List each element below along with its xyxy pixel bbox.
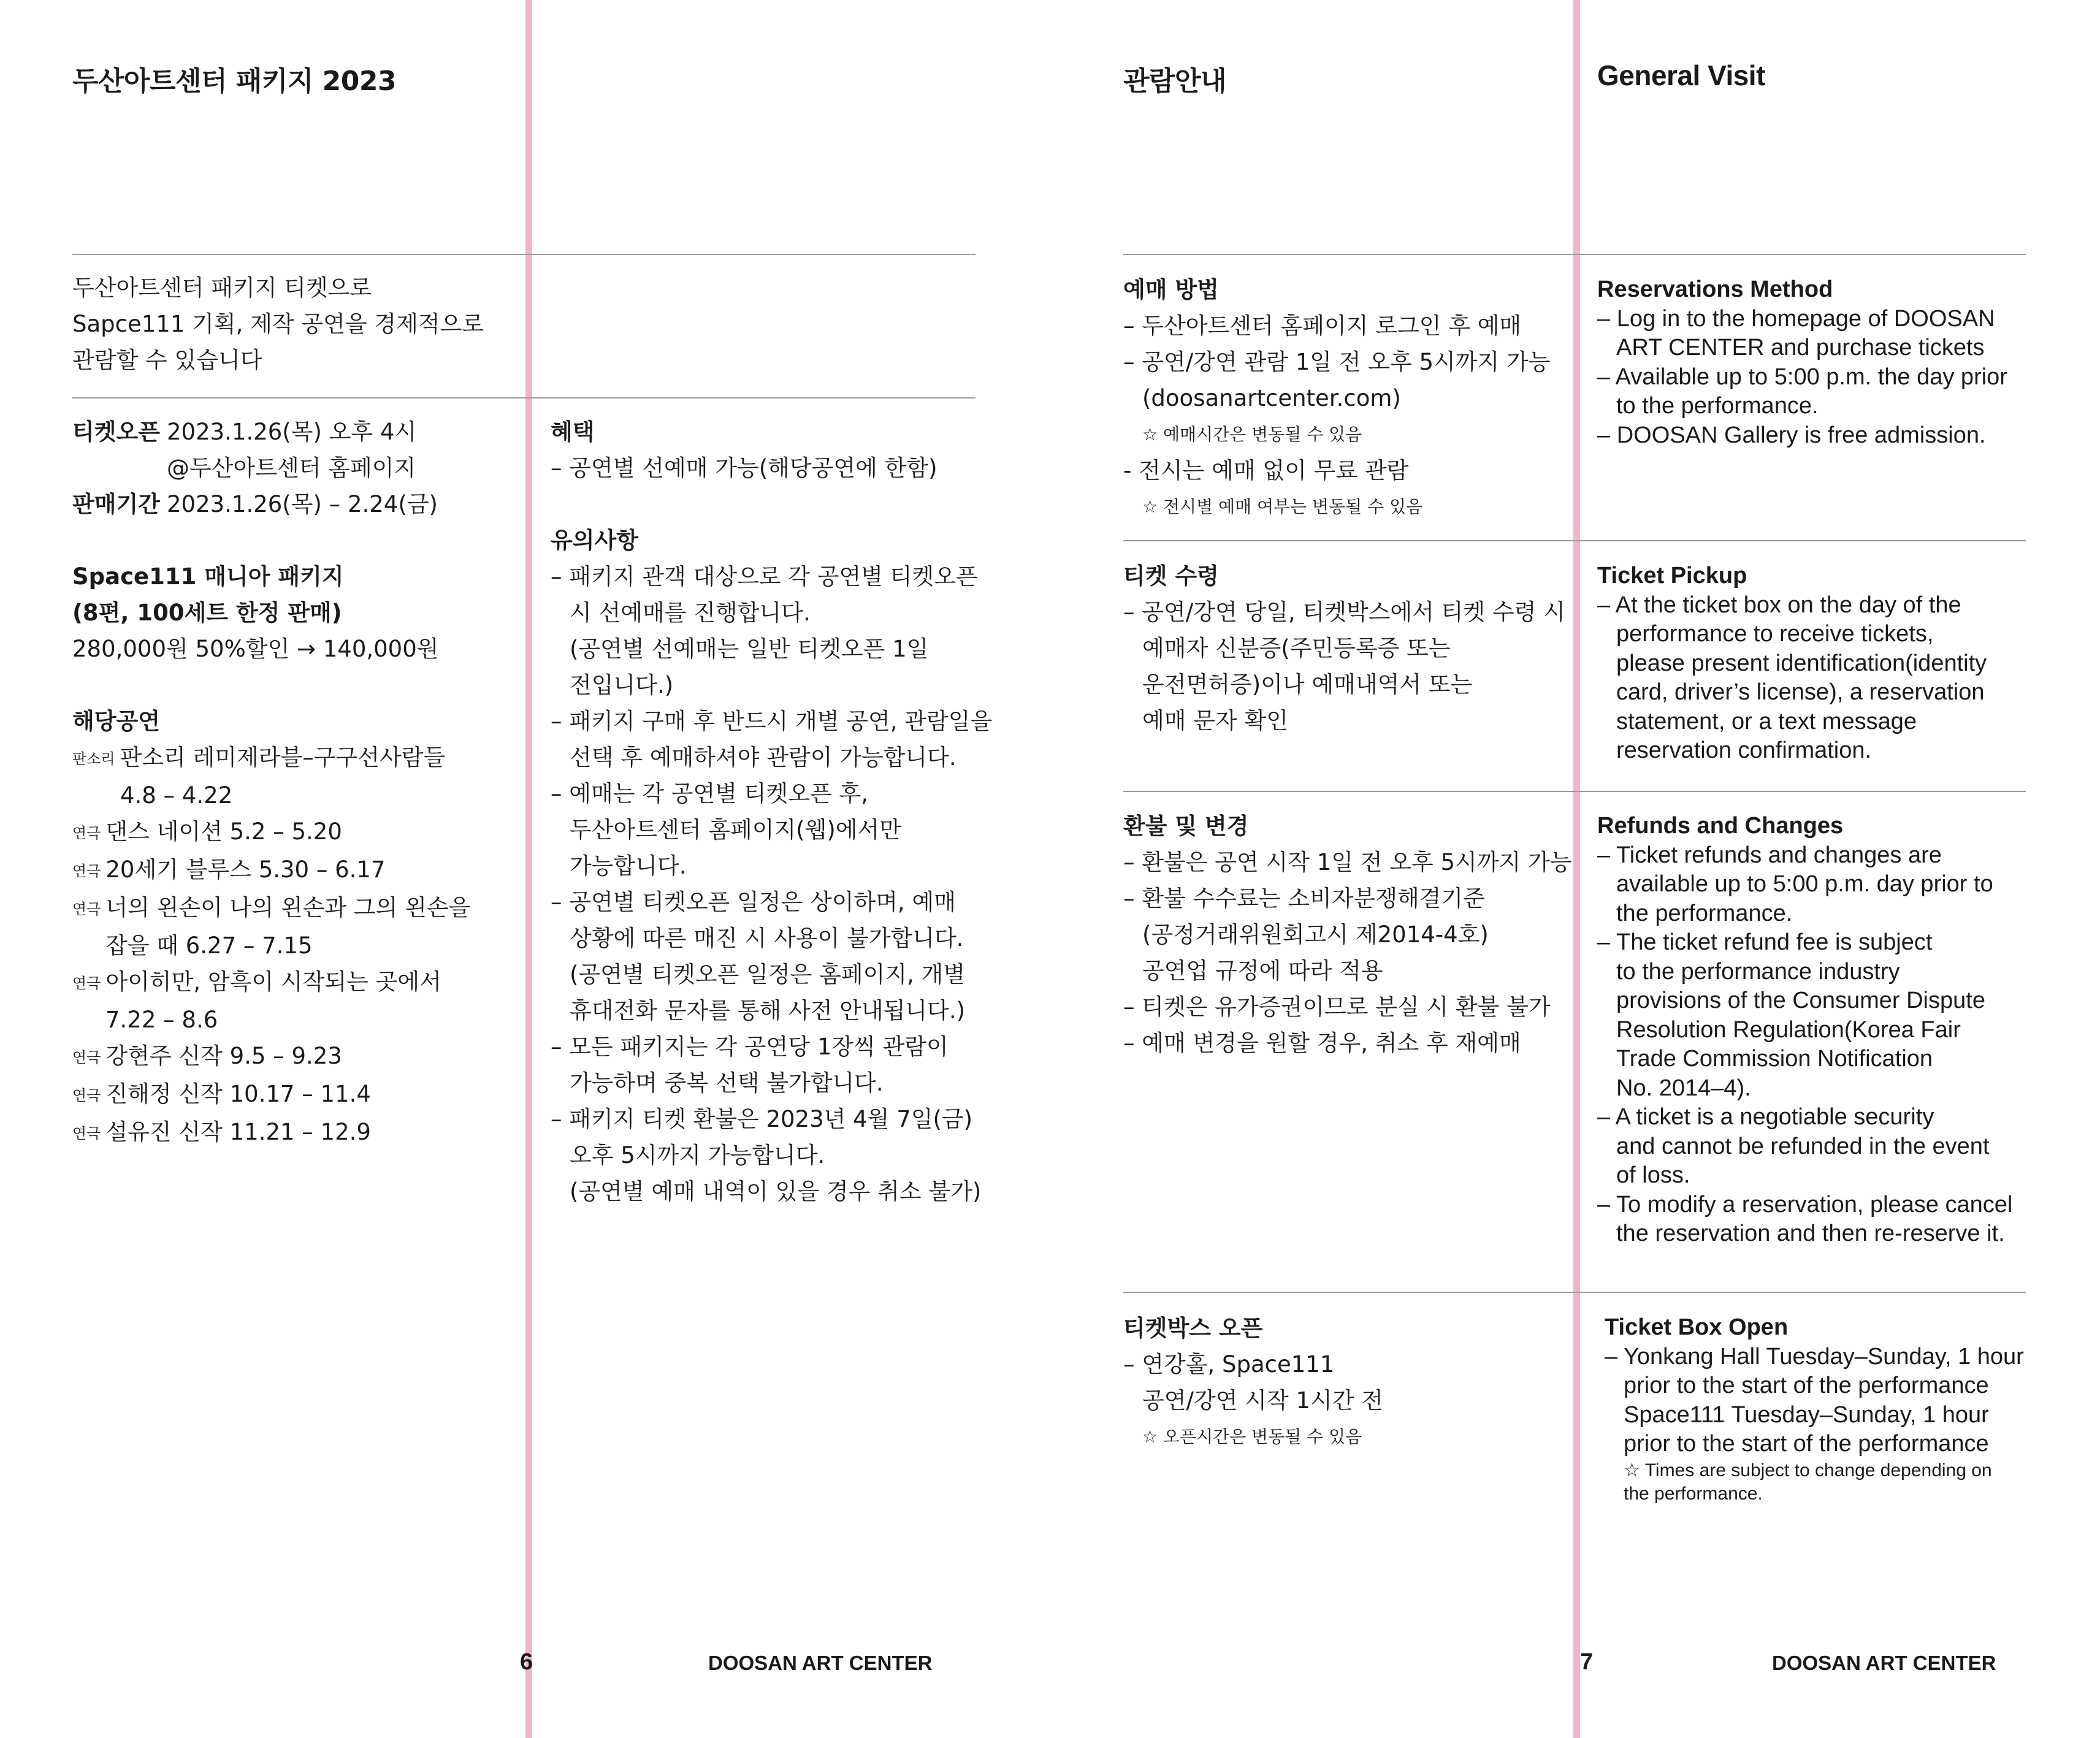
text-line: – The ticket refund fee is subject <box>1597 929 1933 955</box>
package-subheading: (8편, 100세트 한정 판매) <box>72 600 342 626</box>
text-line: 두산아트센터 홈페이지(웹)에서만 <box>570 817 902 843</box>
text-line: – 모든 패키지는 각 공연당 1장씩 관람이 <box>551 1034 949 1060</box>
sale-period-row <box>72 486 470 522</box>
text-line: 상황에 따른 매진 시 사용이 불가합니다. <box>570 925 964 951</box>
section-heading: 환불 및 변경 <box>1123 813 1249 839</box>
section-heading: 예매 방법 <box>1123 276 1219 303</box>
list-item <box>72 1114 470 1152</box>
text-line: please present identification(identity <box>1616 650 1987 676</box>
caution-list <box>551 558 992 1210</box>
text-line: – Ticket refunds and changes are <box>1597 842 1942 868</box>
list-item <box>72 964 470 1038</box>
show-title: 진해정 신작 10.17 – 11.4 <box>105 1081 371 1107</box>
show-title: 아이히만, 암흑이 시작되는 곳에서 <box>105 969 441 995</box>
text-line: – 연강홀, Space111 <box>1123 1351 1335 1378</box>
page7-en-title: General Visit <box>1597 59 1765 91</box>
genre-tag: 연극 <box>72 1087 101 1104</box>
text-line: of loss. <box>1616 1162 1690 1188</box>
section-lines <box>1123 594 1565 739</box>
text-line: to the performance industry <box>1616 958 1900 985</box>
text-line: – 두산아트센터 홈페이지 로그인 후 예매 <box>1123 313 1522 339</box>
text-line: – 공연/강연 당일, 티켓박스에서 티켓 수령 시 <box>1123 599 1565 625</box>
section-lines <box>1123 308 1551 525</box>
ticket-open-row <box>72 414 470 486</box>
list-item <box>72 1038 470 1076</box>
text-line: – At the ticket box on the day of the <box>1597 592 1961 618</box>
sale-period-value: 2023.1.26(목) – 2.24(금) <box>167 491 438 517</box>
text-line: – 패키지 구매 후 반드시 개별 공연, 관람일을 <box>551 708 993 734</box>
list-item <box>72 739 470 814</box>
rule-p6-top <box>72 254 976 255</box>
section-lines <box>1123 1346 1383 1455</box>
rule-p6-intro <box>72 397 976 398</box>
text-line: and cannot be refunded in the event <box>1616 1133 1990 1159</box>
sale-period-label: 판매기간 <box>72 491 160 517</box>
en-section-refunds <box>1597 812 2012 1249</box>
intro-line: Sapce111 기획, 제작 공연을 경제적으로 <box>72 311 484 337</box>
show-title: 판소리 레미제라블–구구선사람들 <box>120 744 446 771</box>
ticket-open-date: 2023.1.26(목) 오후 4시 <box>167 419 417 445</box>
show-title: 설유진 신작 11.21 – 12.9 <box>105 1119 371 1145</box>
text-line: prior to the start of the performance <box>1624 1431 1989 1457</box>
text-line: – Yonkang Hall Tuesday–Sunday, 1 hour <box>1605 1343 2024 1370</box>
page6-intro <box>72 270 484 378</box>
text-line: prior to the start of the performance <box>1624 1373 1989 1398</box>
text-line: the reservation and then re-reserve it. <box>1616 1221 2005 1246</box>
ticket-open-where: @두산아트센터 홈페이지 <box>167 455 416 481</box>
text-line: – 환불은 공연 시작 1일 전 오후 5시까지 가능 <box>1123 849 1572 875</box>
kr-section-pickup <box>1123 558 1565 739</box>
text-line: (공연별 선예매는 일반 티켓오픈 1일 <box>570 636 929 662</box>
text-line: (doosanartcenter.com) <box>1142 385 1401 411</box>
text-line: – Available up to 5:00 p.m. the day prior <box>1597 364 2007 390</box>
list-item <box>72 890 470 964</box>
text-line: 공연/강연 시작 1시간 전 <box>1142 1387 1383 1414</box>
text-line: – DOOSAN Gallery is free admission. <box>1597 422 1986 448</box>
footer-brand-7: DOOSAN ART CENTER <box>1772 1652 1996 1674</box>
text-line: provisions of the Consumer Dispute <box>1616 988 1985 1013</box>
page6-title: 두산아트센터 패키지 2023 <box>72 66 397 97</box>
rule-p7-2 <box>1123 540 2026 541</box>
text-line: 오후 5시까지 가능합니다. <box>570 1142 825 1168</box>
text-line: card, driver’s license), a reservation <box>1616 679 1985 705</box>
text-line: 운전면허증)이나 예매내역서 또는 <box>1142 671 1473 698</box>
intro-line: 관람할 수 있습니다 <box>72 347 262 373</box>
show-title: 20세기 블루스 5.30 – 6.17 <box>105 856 386 883</box>
section-lines <box>1605 1343 2024 1506</box>
text-line: – To modify a reservation, please cancel <box>1597 1191 2013 1218</box>
text-line: Resolution Regulation(Korea Fair <box>1616 1016 1961 1043</box>
page7-kr-title: 관람안내 <box>1123 66 1227 97</box>
rule-p7-4 <box>1123 1292 2026 1293</box>
note-line: the performance. <box>1624 1483 1763 1504</box>
genre-tag: 연극 <box>72 975 101 992</box>
pink-divider-right <box>1573 0 1580 1738</box>
rule-p7-top <box>1123 254 2026 255</box>
section-lines <box>1597 591 1987 766</box>
note-line: ☆ Times are subject to change depending on <box>1624 1460 1992 1481</box>
text-line: available up to 5:00 p.m. day prior to <box>1616 871 1993 897</box>
text-line: – 패키지 티켓 환불은 2023년 4월 7일(금) <box>551 1106 973 1132</box>
list-item <box>72 852 470 890</box>
kr-section-reservation <box>1123 272 1551 525</box>
text-line: Trade Commission Notification <box>1616 1046 1933 1072</box>
page-number-7: 7 <box>1580 1649 1594 1675</box>
section-heading: Ticket Box Open <box>1605 1314 1789 1340</box>
section-heading: 티켓 수령 <box>1123 563 1219 589</box>
text-line: – 예매 변경을 원할 경우, 취소 후 재예매 <box>1123 1030 1521 1056</box>
text-line: (공정거래위원회고시 제2014-4호) <box>1142 921 1489 948</box>
package-price: 280,000원 50%할인 → 140,000원 <box>72 636 439 662</box>
page-number-6: 6 <box>520 1649 533 1675</box>
text-line: 전입니다.) <box>570 672 674 698</box>
pink-divider-left <box>525 0 532 1738</box>
text-line: 예매 문자 확인 <box>1142 707 1288 734</box>
en-section-reservation <box>1597 275 2007 450</box>
text-line: (공연별 예매 내역이 있을 경우 취소 불가) <box>570 1178 982 1205</box>
benefit-heading: 혜택 <box>551 419 595 445</box>
benefit-line: – 공연별 선예매 가능(해당공연에 한함) <box>551 455 937 481</box>
text-line: performance to receive tickets, <box>1616 621 1934 647</box>
shows-list <box>72 739 470 1152</box>
intro-line: 두산아트센터 패키지 티켓으로 <box>72 275 372 301</box>
footer-brand-6: DOOSAN ART CENTER <box>708 1652 933 1674</box>
text-line: Space111 Tuesday–Sunday, 1 hour <box>1624 1401 1989 1428</box>
show-dates: 7.22 – 8.6 <box>105 1007 218 1033</box>
note-line: ☆ 전시별 예매 여부는 변동될 수 있음 <box>1142 497 1423 517</box>
ticket-open-label: 티켓오픈 <box>72 419 160 445</box>
page6-left-column <box>72 414 470 1152</box>
caution-heading: 유의사항 <box>551 527 638 554</box>
text-line: – 예매는 각 공연별 티켓오픈 후, <box>551 780 868 807</box>
text-line: – 티켓은 유가증권이므로 분실 시 환불 불가 <box>1123 994 1551 1020</box>
text-line: 공연업 규정에 따라 적용 <box>1142 958 1383 984</box>
kr-section-ticketbox <box>1123 1310 1383 1455</box>
show-title: 댄스 네이션 5.2 – 5.20 <box>105 818 342 845</box>
text-line: 시 선예매를 진행합니다. <box>570 600 811 626</box>
text-line: statement, or a text message <box>1616 708 1917 734</box>
package-heading: Space111 매니아 패키지 <box>72 563 344 590</box>
genre-tag: 연극 <box>72 901 101 918</box>
text-line: 휴대전화 문자를 통해 사전 안내됩니다.) <box>570 997 966 1024</box>
list-item <box>72 814 470 852</box>
ticket-open-value <box>167 414 416 486</box>
text-line: 가능합니다. <box>570 853 687 879</box>
text-line: – 환불 수수료는 소비자분쟁해결기준 <box>1123 885 1485 912</box>
show-dates: 4.8 – 4.22 <box>120 782 233 809</box>
shows-heading: 해당공연 <box>72 708 160 734</box>
kr-section-refunds <box>1123 808 1572 1061</box>
text-line: 예매자 신분증(주민등록증 또는 <box>1142 635 1451 661</box>
text-line: – 공연별 티켓오픈 일정은 상이하며, 예매 <box>551 889 956 915</box>
text-line: ART CENTER and purchase tickets <box>1616 335 1985 360</box>
genre-tag: 연극 <box>72 1049 101 1066</box>
text-line: – 패키지 관객 대상으로 각 공연별 티켓오픈 <box>551 563 978 590</box>
text-line: to the performance. <box>1616 393 1819 419</box>
section-lines <box>1123 844 1572 1061</box>
section-heading: 티켓박스 오픈 <box>1123 1315 1263 1341</box>
text-line: – 공연/강연 관람 1일 전 오후 5시까지 가능 <box>1123 349 1551 375</box>
note-line: ☆ 예매시간은 변동될 수 있음 <box>1142 424 1362 444</box>
genre-tag: 연극 <box>72 863 101 880</box>
text-line: No. 2014–4). <box>1616 1075 1751 1101</box>
genre-tag: 연극 <box>72 825 101 842</box>
text-line: reservation confirmation. <box>1616 738 1872 763</box>
genre-tag: 판소리 <box>72 750 115 768</box>
text-line: - 전시는 예매 없이 무료 관람 <box>1123 457 1409 484</box>
section-heading: Refunds and Changes <box>1597 813 1844 839</box>
show-dates: 잡을 때 6.27 – 7.15 <box>105 932 313 959</box>
text-line: 선택 후 예매하셔야 관람이 가능합니다. <box>570 744 956 771</box>
show-title: 너의 왼손이 나의 왼손과 그의 왼손을 <box>105 894 471 921</box>
en-section-ticketbox <box>1605 1313 2024 1506</box>
show-title: 강현주 신작 9.5 – 9.23 <box>105 1043 342 1069</box>
section-heading: Reservations Method <box>1597 276 1833 302</box>
en-section-pickup <box>1597 562 1987 766</box>
text-line: (공연별 티켓오픈 일정은 홈페이지, 개별 <box>570 961 966 988</box>
text-line: – A ticket is a negotiable security <box>1597 1104 1934 1130</box>
rule-p7-3 <box>1123 791 2026 792</box>
text-line: – Log in to the homepage of DOOSAN <box>1597 305 1995 332</box>
text-line: 가능하며 중복 선택 불가합니다. <box>570 1070 884 1096</box>
page6-right-column <box>551 414 992 1210</box>
section-lines <box>1597 305 2007 451</box>
text-line: the performance. <box>1616 900 1793 926</box>
genre-tag: 연극 <box>72 1125 101 1142</box>
list-item <box>72 1076 470 1114</box>
note-line: ☆ 오픈시간은 변동될 수 있음 <box>1142 1427 1362 1447</box>
section-lines <box>1597 841 2012 1249</box>
section-heading: Ticket Pickup <box>1597 563 1747 589</box>
